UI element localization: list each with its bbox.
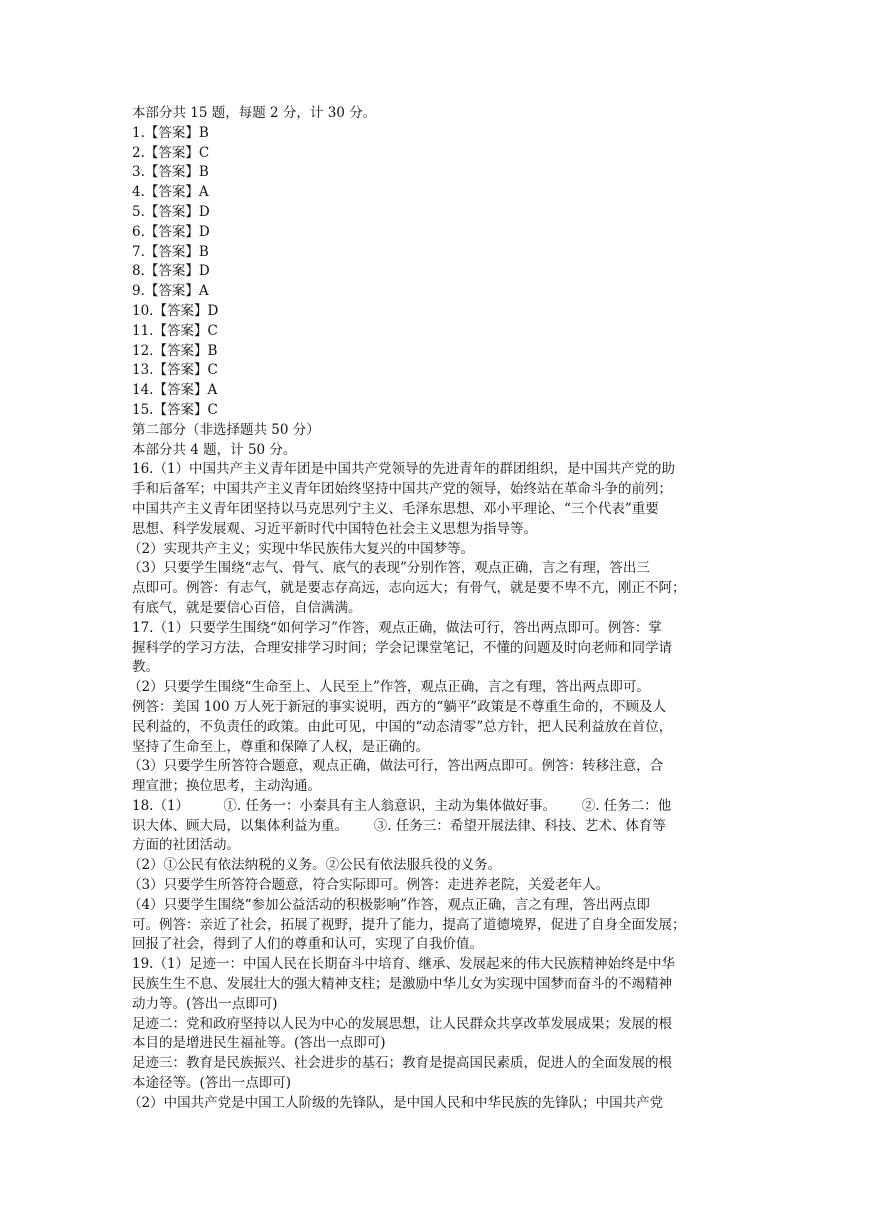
text-line: 17.（1）只要学生围绕“如何学习”作答，观点正确，做法可行，答出两点即可。例答：掌 [132, 619, 662, 636]
text-line: 足迹二：党和政府坚持以人民为中心的发展思想，让人民群众共享改革发展成果；发展的根 [132, 1015, 672, 1032]
text-line: （2）实现共产主义；实现中华民族伟大复兴的中国梦等。 [128, 540, 475, 557]
text-line: 教。 [132, 659, 159, 676]
answer-item: 12.【答案】B [132, 342, 218, 359]
answer-item: 5.【答案】D [132, 203, 210, 220]
answer-item: 2.【答案】C [132, 144, 210, 161]
text-line: （2）①公民有依法纳税的义务。②公民有依法服兵役的义务。 [128, 857, 502, 874]
text-line: 本目的是增进民生福祉等。(答出一点即可) [132, 1035, 386, 1052]
answer-item: 11.【答案】C [132, 322, 218, 339]
text-line: 思想、科学发展观、习近平新时代中国特色社会主义思想为指导等。 [132, 520, 537, 537]
text-line: 点即可。例答：有志气，就是要志存高远，志向远大；有骨气，就是要不卑不亢，刚正不阿； [132, 580, 686, 597]
answer-item: 8.【答案】D [132, 263, 210, 280]
text-line: 手和后备军；中国共产主义青年团始终坚持中国共产党的领导，始终站在革命斗争的前列； [132, 481, 672, 498]
answer-item: 1.【答案】B [132, 124, 209, 141]
text-line: 回报了社会，得到了人们的尊重和认可，实现了自我价值。 [132, 936, 483, 953]
answer-list [132, 124, 738, 421]
text-line: 中国共产主义青年团坚持以马克思列宁主义、毛泽东思想、邓小平理论、“三个代表”重要 [132, 500, 659, 517]
text-line: 16.（1）中国共产主义青年团是中国共产党领导的先进青年的群团组织，是中国共产党的助 [132, 461, 676, 478]
text-line: 可。例答：亲近了社会，拓展了视野，提升了能力，提高了道德境界，促进了自身全面发展； [132, 916, 686, 933]
answer-item: 14.【答案】A [132, 382, 218, 399]
part2-title: 第二部分（非选择题共 50 分） [132, 421, 320, 438]
section-intro: 本部分共 15 题，每题 2 分，计 30 分。 [132, 105, 377, 121]
text-line: （2）中国共产党是中国工人阶级的先锋队，是中国人民和中华民族的先锋队；中国共产党 [128, 1094, 664, 1111]
answer-item: 4.【答案】A [132, 184, 209, 201]
part2-intro: 本部分共 4 题，计 50 分。 [132, 441, 297, 458]
text-line: 18.（1） ①. 任务一：小秦具有主人翁意识，主动为集体做好事。 ②. 任务二：他 [132, 797, 672, 814]
text-line: 方面的社团活动。 [132, 837, 240, 854]
answer-item: 10.【答案】D [132, 302, 219, 319]
text-line: 19.（1）足迹一：中国人民在长期奋斗中培育、继承、发展起来的伟大民族精神始终是中华 [132, 956, 676, 973]
text-line: （3）只要学生所答符合题意，符合实际即可。例答：走进养老院，关爱老年人。 [128, 877, 610, 894]
answer-body [128, 460, 738, 1113]
text-line: 动力等。(答出一点即可) [132, 995, 278, 1012]
answer-document [128, 104, 738, 1114]
text-line: 例答：美国 100 万人死于新冠的事实说明，西方的“躺平”政策是不尊重生命的，不顾及人 [132, 698, 667, 715]
text-line: 握科学的学习方法，合理安排学习时间；学会记课堂笔记，不懂的问题及时向老师和同学请 [132, 639, 672, 656]
text-line: （3）只要学生围绕“志气、骨气、底气的表现”分别作答，观点正确，言之有理，答出三 [128, 560, 650, 577]
answer-item: 15.【答案】C [132, 401, 218, 418]
text-line: 坚持了生命至上，尊重和保障了人权，是正确的。 [132, 738, 429, 755]
text-line: 本途径等。(答出一点即可) [132, 1075, 292, 1092]
text-line: 民利益的，不负责任的政策。由此可见，中国的“动态清零”总方针，把人民利益放在首位， [132, 718, 673, 735]
answer-item: 13.【答案】C [132, 362, 218, 379]
text-line: 有底气，就是要信心百倍，自信满满。 [132, 599, 362, 616]
answer-item: 7.【答案】B [132, 243, 209, 260]
text-line: 理宣泄；换位思考，主动沟通。 [132, 778, 321, 795]
text-line: 识大体、顾大局，以集体利益为重。 ③. 任务三：希望开展法律、科技、艺术、体育等 [132, 817, 666, 834]
text-line: 民族生生不息、发展壮大的强大精神支柱；是激励中华儿女为实现中国梦而奋斗的不竭精神 [132, 976, 672, 993]
answer-item: 9.【答案】A [132, 283, 209, 300]
text-line: （4）只要学生围绕“参加公益活动的积极影响”作答，观点正确，言之有理，答出两点即 [128, 896, 650, 913]
text-line: （3）只要学生所答符合题意，观点正确，做法可行，答出两点即可。例答：转移注意，合 [128, 758, 664, 775]
text-line: 足迹三：教育是民族振兴、社会进步的基石；教育是提高国民素质，促进人的全面发展的根 [132, 1055, 672, 1072]
answer-item: 6.【答案】D [132, 223, 210, 240]
text-line: （2）只要学生围绕“生命至上、人民至上”作答，观点正确，言之有理，答出两点即可。 [128, 679, 650, 696]
answer-item: 3.【答案】B [132, 164, 209, 181]
